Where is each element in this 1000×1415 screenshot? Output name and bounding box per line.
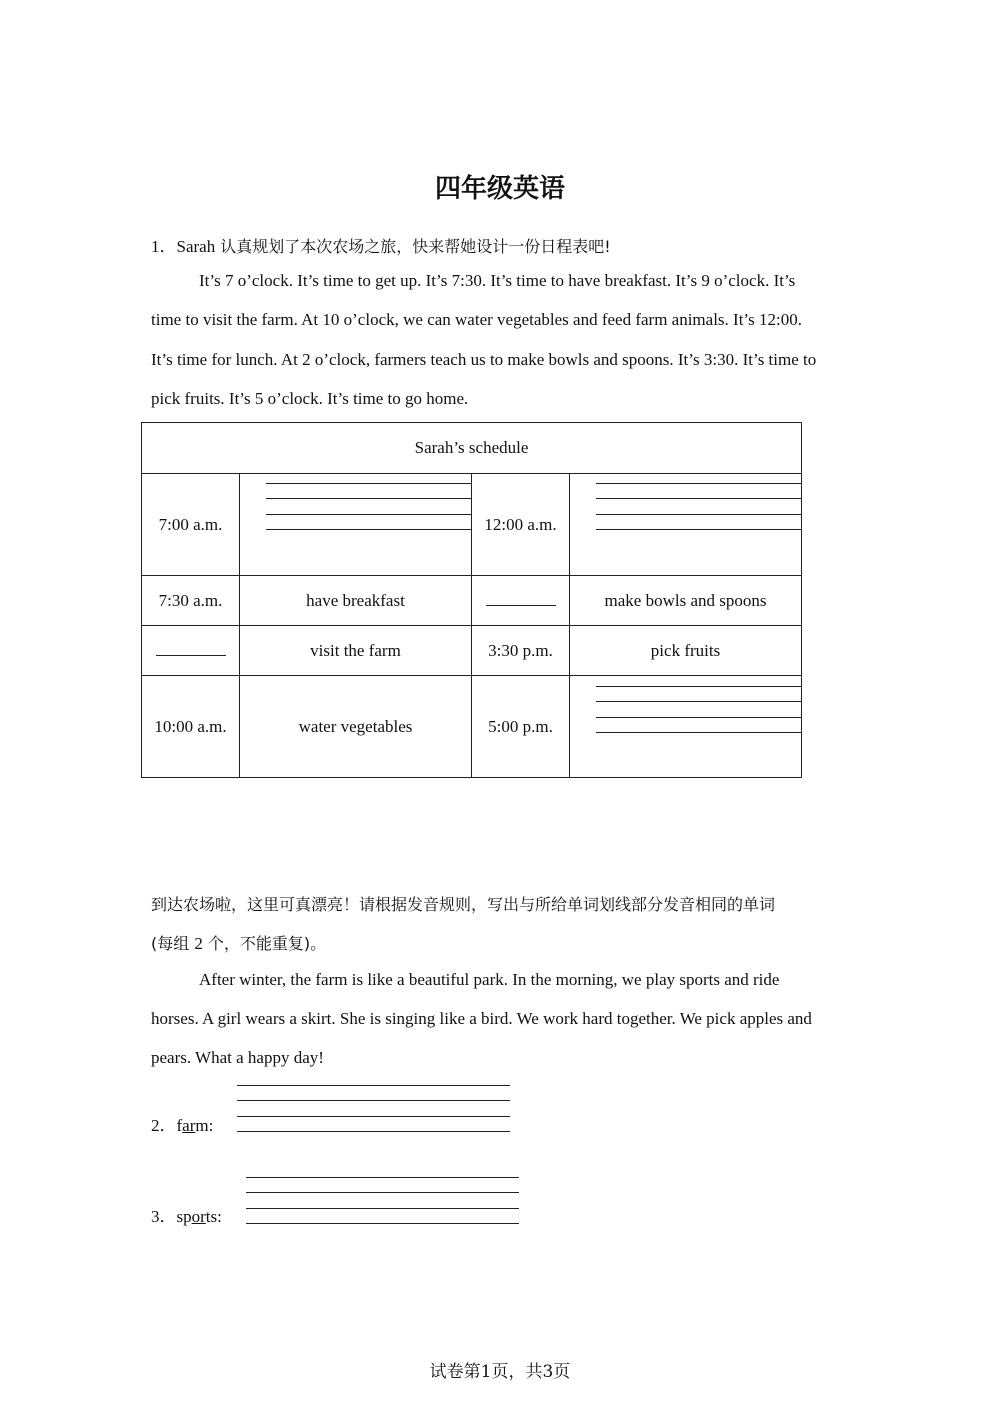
q3-writing-lines[interactable] (246, 1177, 519, 1225)
table-cell-activity: have breakfast (306, 590, 405, 610)
section2-instruction-part: (每组 (151, 934, 195, 953)
section2-instruction-number: 2 (194, 934, 203, 953)
q1-prompt-text: 认真规划了本次农场之旅，快来帮她设计一份日程表吧! (215, 237, 611, 256)
table-cell-time: 12:00 a.m. (484, 514, 557, 534)
table-cell-time: 7:00 a.m. (158, 514, 223, 534)
answer-blank[interactable] (156, 645, 226, 656)
q1-prompt-name: Sarah (176, 237, 216, 256)
section2-instruction-line-1: 到达农场啦，这里可真漂亮！请根据发音规则，写出与所给单词划线部分发音相同的单词 (151, 895, 776, 914)
q2-word-pre: f (176, 1116, 183, 1135)
schedule-table (141, 422, 802, 778)
q1-passage-line-4: pick fruits. It’s 5 o’clock. It’s time to go home. (151, 389, 469, 408)
section2-instruction-line-2 (151, 931, 326, 954)
writing-lines[interactable] (596, 686, 801, 734)
page-title: 四年级英语 (434, 174, 565, 204)
section2-passage-line-3: pears. What a happy day! (151, 1048, 324, 1067)
q2-writing-lines[interactable] (237, 1085, 510, 1133)
q3-number: 3． (151, 1207, 177, 1226)
table-cell-time-blank[interactable] (472, 576, 569, 625)
answer-blank[interactable] (486, 595, 556, 606)
writing-lines[interactable] (596, 483, 801, 531)
table-rule (569, 473, 570, 777)
q2-word-underlined: ar (182, 1116, 196, 1135)
page-footer: 试卷第1页，共3页 (429, 1362, 571, 1382)
q3-word-post: ts: (205, 1207, 222, 1226)
table-cell-time: 10:00 a.m. (154, 716, 227, 736)
q1-prompt (151, 232, 611, 257)
q1-passage-line-2: time to visit the farm. At 10 o’clock, we can water vegetables and feed farm animals. It’s 12:00. (151, 310, 802, 329)
table-cell-time: 5:00 p.m. (488, 716, 553, 736)
section2-passage-line-2: horses. A girl wears a skirt. She is singing like a bird. We work hard together. We pick apples and (151, 1009, 812, 1028)
writing-lines[interactable] (266, 483, 471, 531)
table-cell-activity: visit the farm (310, 640, 401, 660)
table-cell-time: 3:30 p.m. (488, 640, 553, 660)
table-header: Sarah’s schedule (414, 438, 529, 457)
q1-passage-line-3: It’s time for lunch. At 2 o’clock, farmers teach us to make bowls and spoons. It’s 3:30. It’s time to (151, 350, 817, 369)
q3-word-underlined: or (191, 1207, 206, 1226)
table-cell-activity: make bowls and spoons (604, 590, 767, 610)
q1-number: 1． (151, 237, 177, 256)
q1-passage-line-1: It’s 7 o’clock. It’s time to get up. It’s 7:30. It’s time to have breakfast. It’s 9 o’clock. It’s (199, 271, 796, 290)
table-cell-activity: pick fruits (650, 640, 721, 660)
q2-number: 2． (151, 1116, 177, 1135)
section2-passage-line-1: After winter, the farm is like a beautiful park. In the morning, we play sports and ride (199, 970, 780, 989)
table-cell-time: 7:30 a.m. (158, 590, 223, 610)
q3-label (151, 1202, 222, 1227)
table-cell-time-blank[interactable] (142, 626, 239, 675)
q2-word-post: m: (195, 1116, 214, 1135)
q2-label (151, 1111, 213, 1136)
q3-word-pre: sp (176, 1207, 192, 1226)
section2-instruction-part: 个，不能重复)。 (202, 934, 327, 953)
table-cell-activity: water vegetables (298, 716, 413, 736)
